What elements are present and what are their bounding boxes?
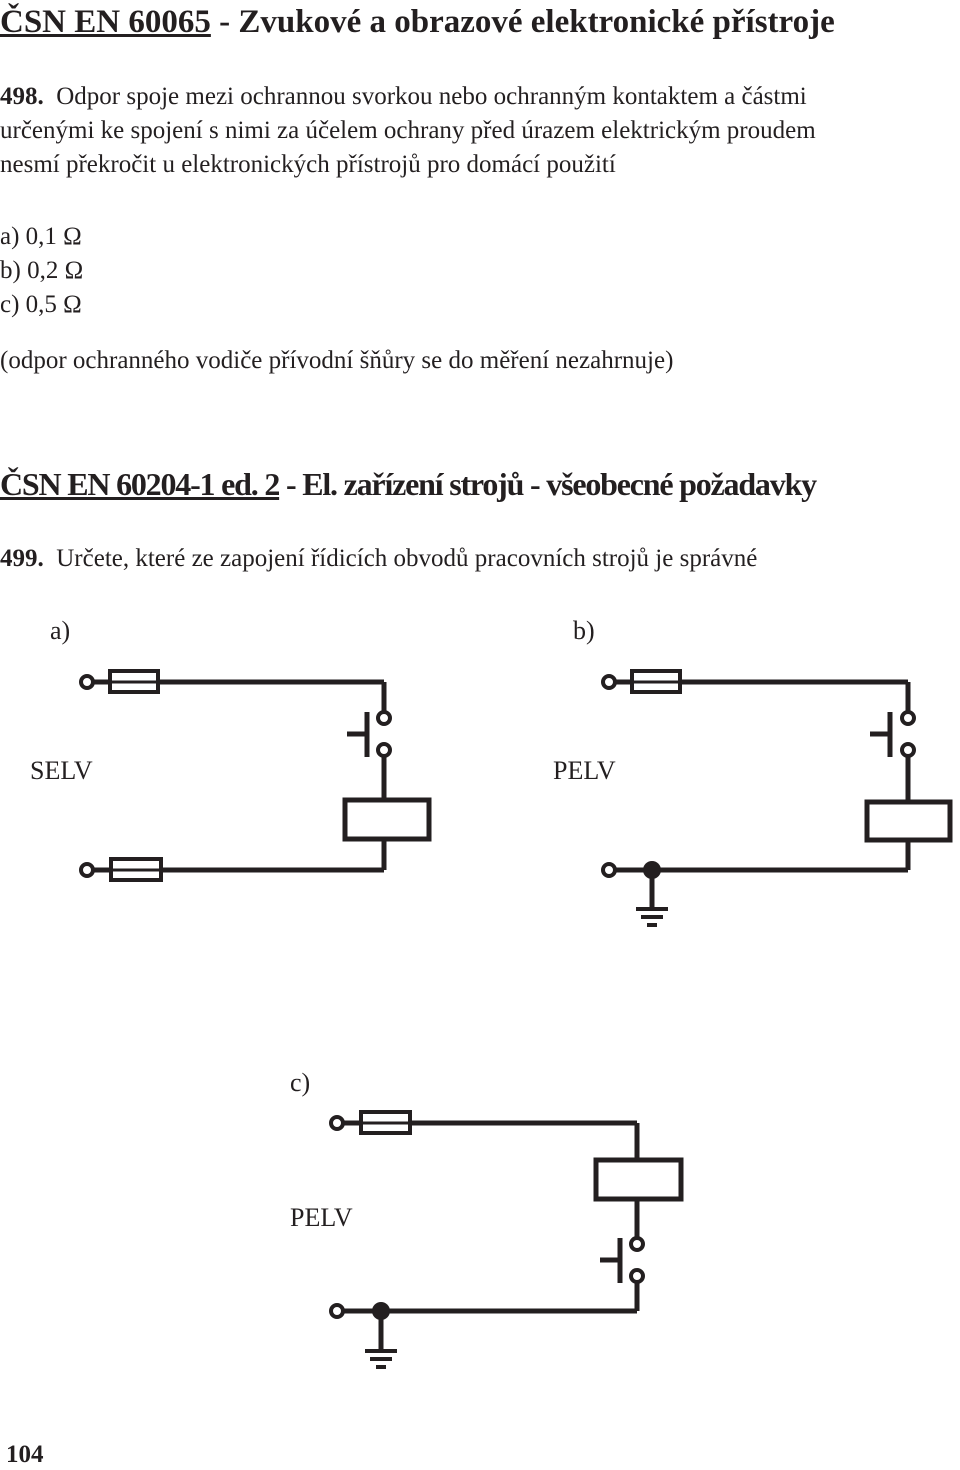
question-number: 499. bbox=[0, 545, 44, 572]
relay-coil bbox=[345, 800, 429, 839]
relay-coil bbox=[867, 802, 950, 840]
standard-number: ČSN EN 60065 bbox=[0, 4, 211, 40]
circuit-a bbox=[81, 671, 429, 880]
answer-option-a: a) 0,1 Ω bbox=[0, 223, 82, 250]
terminal bbox=[81, 676, 93, 688]
diagram-b-system: PELV bbox=[553, 756, 616, 785]
circuit-b bbox=[603, 671, 950, 925]
section-title: - Zvukové a obrazové elektronické přístroje bbox=[210, 4, 835, 40]
diagram-a-system: SELV bbox=[30, 756, 93, 785]
terminal bbox=[603, 676, 615, 688]
switch-contact bbox=[631, 1270, 643, 1282]
diagram-c-label: c) bbox=[290, 1068, 311, 1097]
terminal bbox=[331, 1117, 343, 1129]
diagram-a-label: a) bbox=[50, 616, 71, 645]
question-number: 498. bbox=[0, 83, 44, 110]
switch-contact bbox=[378, 744, 390, 756]
standard-number: ČSN EN 60204-1 ed. 2 bbox=[0, 466, 280, 502]
question-text-line: určenými ke spojení s nimi za účelem ochrany před úrazem elektrickým proudem bbox=[0, 117, 816, 144]
terminal bbox=[81, 864, 93, 876]
terminal bbox=[603, 864, 615, 876]
section-title: - El. zařízení strojů - všeobecné požadavky bbox=[279, 466, 816, 502]
diagram-b-label: b) bbox=[573, 616, 595, 645]
answer-option-b: b) 0,2 Ω bbox=[0, 257, 84, 284]
diagram-c-system: PELV bbox=[290, 1203, 353, 1232]
terminal bbox=[331, 1305, 343, 1317]
page-number: 104 bbox=[6, 1441, 44, 1468]
switch-contact bbox=[378, 712, 390, 724]
switch-contact bbox=[902, 712, 914, 724]
question-note: (odpor ochranného vodiče přívodní šňůry se do měření nezahrnuje) bbox=[0, 347, 674, 374]
answer-option-c: c) 0,5 Ω bbox=[0, 291, 82, 318]
switch-contact bbox=[902, 744, 914, 756]
question-text-line: nesmí překročit u elektronických přístrojů pro domácí použití bbox=[0, 151, 616, 178]
circuit-c bbox=[331, 1112, 681, 1367]
question-text-line: 498. Odpor spoje mezi ochrannou svorkou nebo ochranným kontaktem a částmi bbox=[0, 83, 807, 110]
question-text: Určete, které ze zapojení řídicích obvodů pracovních strojů je správné bbox=[56, 545, 758, 572]
switch-contact bbox=[631, 1238, 643, 1250]
relay-coil bbox=[596, 1160, 681, 1199]
